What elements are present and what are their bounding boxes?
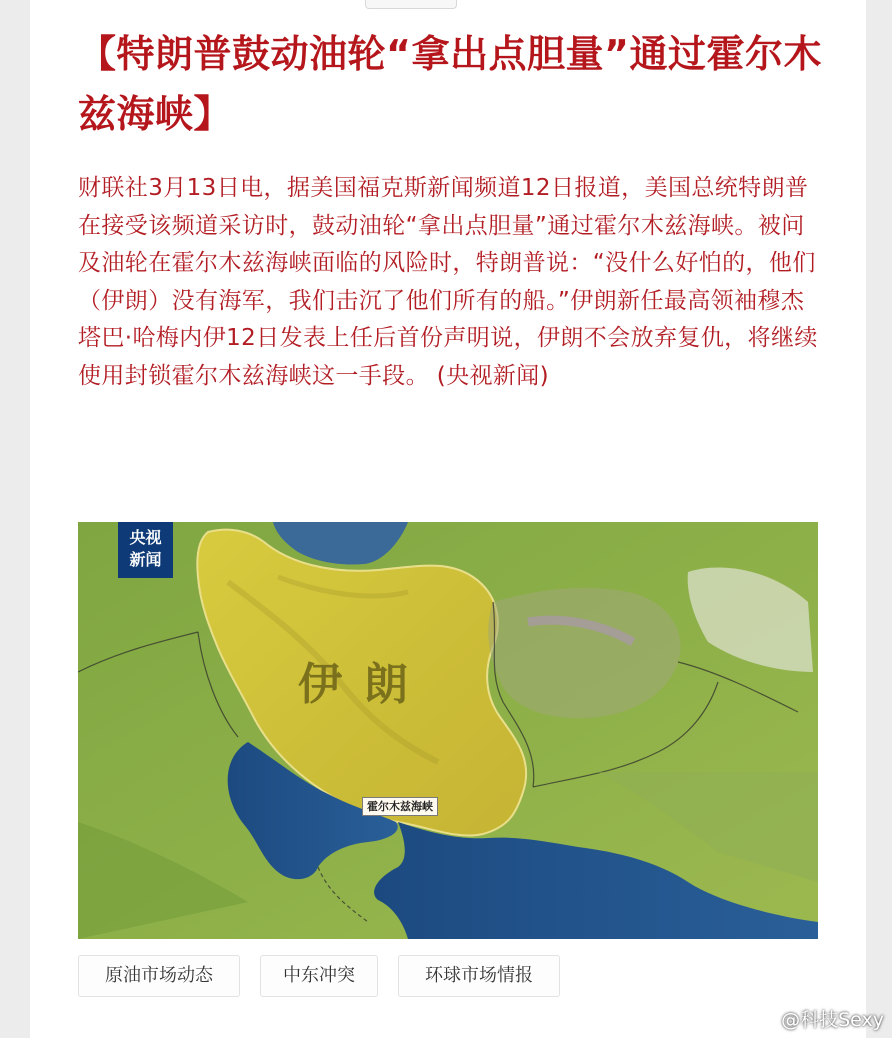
weibo-icon bbox=[749, 1008, 777, 1030]
map-label-iran: 伊朗 bbox=[298, 659, 430, 710]
tag-global-market-intel[interactable]: 环球市场情报 bbox=[398, 955, 560, 997]
tag-middle-east-conflict[interactable]: 中东冲突 bbox=[260, 955, 378, 997]
cctv-news-logo bbox=[118, 522, 173, 578]
article-body: 财联社3月13日电，据美国福克斯新闻频道12日报道，美国总统特朗普在接受该频道采访时，鼓动油轮“拿出点胆量”通过霍尔木兹海峡。被问及油轮在霍尔木兹海峡面临的风险时，特朗普说：“没什么好怕的，他们（伊朗）没有海军，我们击沉了他们所有的船。”伊朗新任最高领袖穆杰塔巴·哈梅内伊12日发表上任后首份声明说，伊朗不会放弃复仇，将继续使用封锁霍尔木兹海峡这一手段。 (央视新闻) bbox=[78, 175, 818, 389]
map-graphic bbox=[78, 522, 818, 939]
logo-text-line1: 央视 bbox=[129, 528, 162, 547]
top-notch bbox=[365, 0, 457, 9]
logo-text-line2: 新闻 bbox=[129, 550, 162, 569]
watermark bbox=[749, 1005, 884, 1032]
map-label-strait: 霍尔木兹海峡 bbox=[362, 797, 438, 816]
watermark-text: @科技Sexy bbox=[781, 1009, 884, 1031]
article-headline: 【特朗普鼓动油轮“拿出点胆量”通过霍尔木兹海峡】 bbox=[78, 32, 822, 136]
tag-crude-oil-market[interactable]: 原油市场动态 bbox=[78, 955, 240, 997]
article-page bbox=[30, 0, 866, 1038]
map-image bbox=[78, 522, 818, 939]
